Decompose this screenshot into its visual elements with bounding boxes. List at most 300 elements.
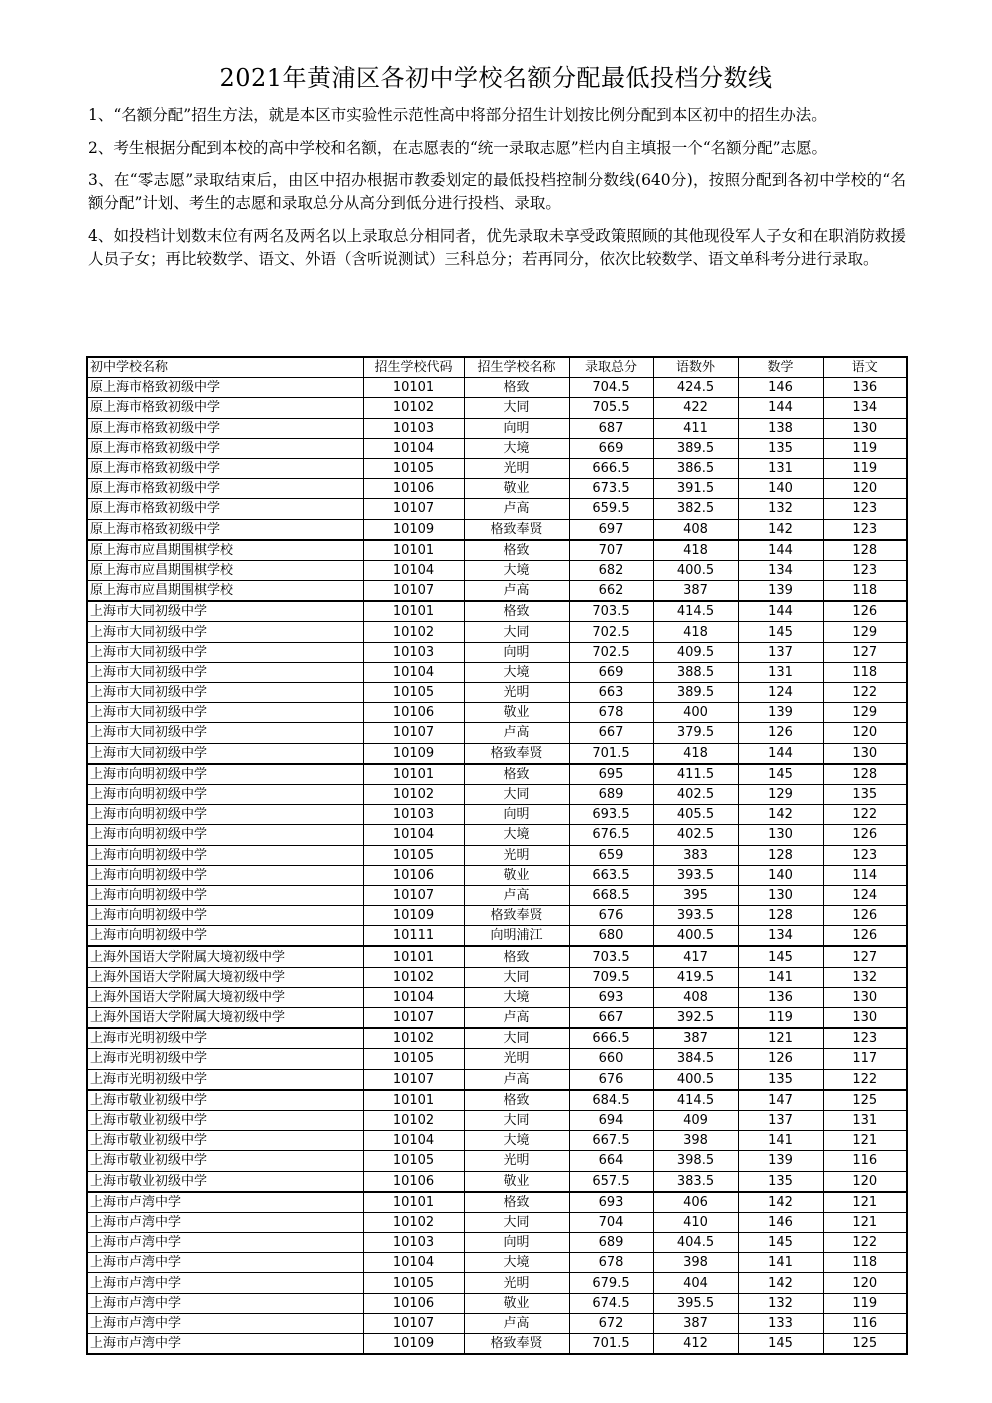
cell-school: 上海市向明初级中学	[87, 885, 363, 905]
cell-math: 126	[738, 1049, 823, 1069]
cell-total: 660	[569, 1049, 653, 1069]
cell-total: 663	[569, 683, 653, 703]
cell-chinese: 136	[823, 378, 907, 398]
cell-chinese: 130	[823, 987, 907, 1007]
cell-school: 上海外国语大学附属大境初级中学	[87, 967, 363, 987]
cell-three-subjects: 422	[653, 398, 738, 418]
cell-chinese: 126	[823, 906, 907, 926]
cell-chinese: 118	[823, 662, 907, 682]
cell-total: 709.5	[569, 967, 653, 987]
cell-chinese: 121	[823, 1192, 907, 1213]
cell-target-school: 格致	[464, 946, 569, 967]
cell-school: 上海市敬业初级中学	[87, 1110, 363, 1130]
cell-target-school: 格致	[464, 1090, 569, 1111]
cell-code: 10101	[363, 946, 464, 967]
cell-math: 137	[738, 642, 823, 662]
cell-target-school: 大同	[464, 1110, 569, 1130]
table-row	[87, 987, 907, 1007]
cell-total: 657.5	[569, 1171, 653, 1192]
cell-total: 693.5	[569, 805, 653, 825]
cell-total: 668.5	[569, 885, 653, 905]
cell-chinese: 119	[823, 1293, 907, 1313]
table-row	[87, 1049, 907, 1069]
cell-school: 原上海市应昌期围棋学校	[87, 581, 363, 602]
cell-code: 10102	[363, 398, 464, 418]
cell-chinese: 123	[823, 499, 907, 519]
cell-chinese: 134	[823, 398, 907, 418]
table-row	[87, 519, 907, 540]
cell-math: 134	[738, 560, 823, 580]
cell-three-subjects: 400.5	[653, 1069, 738, 1090]
cell-math: 121	[738, 1028, 823, 1049]
cell-three-subjects: 418	[653, 540, 738, 561]
cell-three-subjects: 411	[653, 418, 738, 438]
cell-target-school: 大同	[464, 1028, 569, 1049]
cell-three-subjects: 402.5	[653, 825, 738, 845]
cell-three-subjects: 408	[653, 987, 738, 1007]
cell-school: 上海市大同初级中学	[87, 683, 363, 703]
cell-code: 10107	[363, 885, 464, 905]
table-row	[87, 378, 907, 398]
cell-three-subjects: 414.5	[653, 601, 738, 622]
cell-math: 133	[738, 1313, 823, 1333]
cell-three-subjects: 386.5	[653, 458, 738, 478]
cell-school: 原上海市格致初级中学	[87, 458, 363, 478]
cell-math: 142	[738, 519, 823, 540]
cell-school: 原上海市格致初级中学	[87, 398, 363, 418]
cell-target-school: 大同	[464, 622, 569, 642]
table-row	[87, 438, 907, 458]
table-row	[87, 1192, 907, 1213]
cell-school: 上海市向明初级中学	[87, 764, 363, 785]
note-paragraph: 4、如投档计划数末位有两名及两名以上录取总分相同者，优先录取未享受政策照顾的其他现役军人子女和在职消防救援人员子女；再比较数学、语文、外语（含听说测试）三科总分；若再同分，依次比较数学、语文单科考分进行录取。	[88, 226, 906, 268]
table-row	[87, 1293, 907, 1313]
cell-chinese: 117	[823, 1049, 907, 1069]
table-header-row	[87, 357, 907, 378]
cell-school: 上海市向明初级中学	[87, 784, 363, 804]
cell-target-school: 敬业	[464, 1171, 569, 1192]
cell-code: 10105	[363, 845, 464, 865]
cell-three-subjects: 417	[653, 946, 738, 967]
cell-code: 10103	[363, 1233, 464, 1253]
cell-three-subjects: 404.5	[653, 1233, 738, 1253]
cell-total: 707	[569, 540, 653, 561]
cell-chinese: 121	[823, 1131, 907, 1151]
cell-target-school: 向明	[464, 418, 569, 438]
cell-code: 10105	[363, 458, 464, 478]
table-row	[87, 764, 907, 785]
cell-three-subjects: 398.5	[653, 1151, 738, 1171]
cell-chinese: 123	[823, 1028, 907, 1049]
cell-code: 10107	[363, 1008, 464, 1029]
cell-school: 上海外国语大学附属大境初级中学	[87, 1008, 363, 1029]
cell-three-subjects: 409	[653, 1110, 738, 1130]
cell-chinese: 118	[823, 581, 907, 602]
table-row	[87, 926, 907, 947]
cell-three-subjects: 406	[653, 1192, 738, 1213]
table-row	[87, 825, 907, 845]
cell-school: 上海市光明初级中学	[87, 1069, 363, 1090]
cell-chinese: 130	[823, 743, 907, 764]
table-row	[87, 540, 907, 561]
cell-total: 701.5	[569, 743, 653, 764]
cell-total: 672	[569, 1313, 653, 1333]
table-row	[87, 1090, 907, 1111]
cell-math: 144	[738, 398, 823, 418]
cell-chinese: 130	[823, 1008, 907, 1029]
cell-chinese: 127	[823, 946, 907, 967]
cell-code: 10102	[363, 1028, 464, 1049]
cell-total: 702.5	[569, 642, 653, 662]
cell-math: 129	[738, 784, 823, 804]
cell-code: 10104	[363, 987, 464, 1007]
cell-chinese: 126	[823, 825, 907, 845]
cell-chinese: 129	[823, 622, 907, 642]
cell-code: 10101	[363, 1192, 464, 1213]
column-header-math: 数学	[738, 357, 823, 378]
cell-total: 697	[569, 519, 653, 540]
cell-chinese: 123	[823, 560, 907, 580]
cell-code: 10103	[363, 418, 464, 438]
cell-code: 10105	[363, 1273, 464, 1293]
table-row	[87, 1069, 907, 1090]
cell-total: 704	[569, 1212, 653, 1232]
table-row	[87, 683, 907, 703]
cell-target-school: 大同	[464, 784, 569, 804]
cell-code: 10109	[363, 1334, 464, 1355]
column-header-school: 初中学校名称	[87, 357, 363, 378]
cell-chinese: 119	[823, 458, 907, 478]
cell-three-subjects: 418	[653, 743, 738, 764]
cell-code: 10106	[363, 703, 464, 723]
cell-code: 10107	[363, 723, 464, 743]
cell-code: 10101	[363, 540, 464, 561]
table-row	[87, 1233, 907, 1253]
cell-chinese: 122	[823, 805, 907, 825]
cell-three-subjects: 382.5	[653, 499, 738, 519]
cell-school: 上海市敬业初级中学	[87, 1151, 363, 1171]
table-row	[87, 581, 907, 602]
cell-code: 10101	[363, 378, 464, 398]
cell-target-school: 格致	[464, 601, 569, 622]
cell-target-school: 向明	[464, 1233, 569, 1253]
cell-three-subjects: 392.5	[653, 1008, 738, 1029]
cell-total: 693	[569, 987, 653, 1007]
cell-math: 142	[738, 1273, 823, 1293]
cell-target-school: 敬业	[464, 479, 569, 499]
table-row	[87, 499, 907, 519]
table-row	[87, 1008, 907, 1029]
cell-target-school: 大境	[464, 662, 569, 682]
cell-math: 132	[738, 499, 823, 519]
cell-code: 10106	[363, 1293, 464, 1313]
page-title: 2021年黄浦区各初中学校名额分配最低投档分数线	[219, 64, 773, 92]
cell-target-school: 光明	[464, 1049, 569, 1069]
table-row	[87, 1171, 907, 1192]
cell-chinese: 120	[823, 723, 907, 743]
cell-three-subjects: 393.5	[653, 906, 738, 926]
cell-three-subjects: 391.5	[653, 479, 738, 499]
table-row	[87, 865, 907, 885]
cell-total: 693	[569, 1192, 653, 1213]
cell-school: 上海市大同初级中学	[87, 601, 363, 622]
cell-chinese: 126	[823, 926, 907, 947]
cell-school: 原上海市格致初级中学	[87, 438, 363, 458]
cell-target-school: 大同	[464, 1212, 569, 1232]
cell-math: 134	[738, 926, 823, 947]
cell-three-subjects: 412	[653, 1334, 738, 1355]
cell-school: 上海市大同初级中学	[87, 743, 363, 764]
note-paragraph: 1、“名额分配”招生方法，就是本区市实验性示范性高中将部分招生计划按比例分配到本区初中的招生办法。	[88, 106, 827, 124]
table-row	[87, 1273, 907, 1293]
cell-chinese: 135	[823, 784, 907, 804]
cell-chinese: 116	[823, 1313, 907, 1333]
note-paragraph: 3、在“零志愿”录取结束后，由区中招办根据市教委划定的最低投档控制分数线(640分)，按照分配到各初中学校的“名额分配”计划、考生的志愿和录取总分从高分到低分进行投档、录取。	[88, 171, 906, 212]
table-row	[87, 703, 907, 723]
cell-total: 689	[569, 784, 653, 804]
cell-three-subjects: 395	[653, 885, 738, 905]
cell-three-subjects: 384.5	[653, 1049, 738, 1069]
table-row	[87, 1253, 907, 1273]
cell-three-subjects: 387	[653, 581, 738, 602]
cell-school: 原上海市格致初级中学	[87, 378, 363, 398]
cell-three-subjects: 404	[653, 1273, 738, 1293]
cell-three-subjects: 387	[653, 1028, 738, 1049]
cell-school: 上海市大同初级中学	[87, 723, 363, 743]
cell-math: 145	[738, 764, 823, 785]
cell-total: 676.5	[569, 825, 653, 845]
cell-total: 695	[569, 764, 653, 785]
cell-chinese: 122	[823, 683, 907, 703]
table-row	[87, 906, 907, 926]
cell-total: 659	[569, 845, 653, 865]
cell-school: 上海市卢湾中学	[87, 1273, 363, 1293]
cell-school: 上海市向明初级中学	[87, 845, 363, 865]
cell-total: 702.5	[569, 622, 653, 642]
cell-total: 701.5	[569, 1334, 653, 1355]
cell-code: 10102	[363, 1110, 464, 1130]
cell-total: 679.5	[569, 1273, 653, 1293]
cell-math: 139	[738, 1151, 823, 1171]
cell-code: 10101	[363, 601, 464, 622]
cell-math: 147	[738, 1090, 823, 1111]
cell-school: 原上海市格致初级中学	[87, 499, 363, 519]
cell-chinese: 126	[823, 601, 907, 622]
cell-total: 662	[569, 581, 653, 602]
cell-total: 687	[569, 418, 653, 438]
cell-chinese: 123	[823, 845, 907, 865]
cell-total: 703.5	[569, 601, 653, 622]
cell-math: 146	[738, 1212, 823, 1232]
cell-target-school: 敬业	[464, 865, 569, 885]
cell-total: 704.5	[569, 378, 653, 398]
cell-target-school: 大境	[464, 1253, 569, 1273]
cell-math: 128	[738, 906, 823, 926]
cell-three-subjects: 424.5	[653, 378, 738, 398]
cell-target-school: 格致奉贤	[464, 906, 569, 926]
cell-code: 10102	[363, 1212, 464, 1232]
cell-math: 132	[738, 1293, 823, 1313]
cell-code: 10107	[363, 499, 464, 519]
cell-math: 124	[738, 683, 823, 703]
notes-section	[88, 104, 906, 280]
cell-math: 137	[738, 1110, 823, 1130]
cell-three-subjects: 400.5	[653, 926, 738, 947]
cell-total: 669	[569, 662, 653, 682]
cell-chinese: 124	[823, 885, 907, 905]
cell-math: 141	[738, 967, 823, 987]
cell-math: 139	[738, 581, 823, 602]
cell-target-school: 格致	[464, 540, 569, 561]
cell-target-school: 卢高	[464, 499, 569, 519]
cell-target-school: 卢高	[464, 1313, 569, 1333]
cell-chinese: 122	[823, 1233, 907, 1253]
cell-three-subjects: 379.5	[653, 723, 738, 743]
cell-code: 10104	[363, 438, 464, 458]
cell-target-school: 格致奉贤	[464, 1334, 569, 1355]
cell-total: 684.5	[569, 1090, 653, 1111]
cell-three-subjects: 398	[653, 1131, 738, 1151]
cell-chinese: 130	[823, 418, 907, 438]
cell-math: 119	[738, 1008, 823, 1029]
cell-target-school: 大境	[464, 1131, 569, 1151]
cell-school: 上海市大同初级中学	[87, 703, 363, 723]
cell-three-subjects: 402.5	[653, 784, 738, 804]
column-header-target-school: 招生学校名称	[464, 357, 569, 378]
table-row	[87, 458, 907, 478]
cell-code: 10105	[363, 683, 464, 703]
cell-code: 10107	[363, 1069, 464, 1090]
cell-chinese: 125	[823, 1334, 907, 1355]
cell-target-school: 向明	[464, 805, 569, 825]
cell-code: 10101	[363, 764, 464, 785]
table-body	[87, 378, 907, 1355]
cell-three-subjects: 411.5	[653, 764, 738, 785]
cell-school: 原上海市应昌期围棋学校	[87, 560, 363, 580]
cell-target-school: 光明	[464, 458, 569, 478]
cell-code: 10102	[363, 622, 464, 642]
table-row	[87, 845, 907, 865]
cell-school: 上海市卢湾中学	[87, 1253, 363, 1273]
cell-three-subjects: 419.5	[653, 967, 738, 987]
cell-code: 10105	[363, 1049, 464, 1069]
cell-math: 135	[738, 438, 823, 458]
cell-school: 上海市敬业初级中学	[87, 1090, 363, 1111]
cell-target-school: 向明	[464, 642, 569, 662]
cell-school: 上海市向明初级中学	[87, 926, 363, 947]
cell-code: 10106	[363, 479, 464, 499]
cell-total: 680	[569, 926, 653, 947]
table-row	[87, 1131, 907, 1151]
table-row	[87, 418, 907, 438]
cell-code: 10106	[363, 1171, 464, 1192]
table-row	[87, 642, 907, 662]
cell-target-school: 格致奉贤	[464, 519, 569, 540]
cell-total: 667	[569, 1008, 653, 1029]
cell-target-school: 光明	[464, 1273, 569, 1293]
cell-three-subjects: 400	[653, 703, 738, 723]
table-row	[87, 885, 907, 905]
cell-chinese: 129	[823, 703, 907, 723]
cell-math: 138	[738, 418, 823, 438]
cell-school: 上海市向明初级中学	[87, 865, 363, 885]
cell-chinese: 132	[823, 967, 907, 987]
cell-code: 10111	[363, 926, 464, 947]
cell-total: 666.5	[569, 1028, 653, 1049]
cell-school: 上海市光明初级中学	[87, 1028, 363, 1049]
table-row	[87, 1110, 907, 1130]
cell-total: 678	[569, 703, 653, 723]
cell-math: 141	[738, 1131, 823, 1151]
cell-school: 上海市大同初级中学	[87, 622, 363, 642]
cell-target-school: 光明	[464, 845, 569, 865]
table-row	[87, 398, 907, 418]
cell-code: 10103	[363, 805, 464, 825]
column-header-chinese: 语文	[823, 357, 907, 378]
cell-chinese: 128	[823, 764, 907, 785]
cell-target-school: 敬业	[464, 1293, 569, 1313]
cell-chinese: 131	[823, 1110, 907, 1130]
cell-school: 上海市卢湾中学	[87, 1313, 363, 1333]
cell-math: 141	[738, 1253, 823, 1273]
table-row	[87, 662, 907, 682]
cell-target-school: 光明	[464, 683, 569, 703]
cell-math: 142	[738, 805, 823, 825]
cell-code: 10104	[363, 825, 464, 845]
cell-chinese: 118	[823, 1253, 907, 1273]
cell-total: 663.5	[569, 865, 653, 885]
cell-three-subjects: 387	[653, 1313, 738, 1333]
cell-chinese: 116	[823, 1151, 907, 1171]
cell-math: 130	[738, 885, 823, 905]
cell-code: 10102	[363, 967, 464, 987]
cell-total: 705.5	[569, 398, 653, 418]
cell-school: 上海市大同初级中学	[87, 642, 363, 662]
cell-target-school: 大境	[464, 438, 569, 458]
cell-school: 上海市卢湾中学	[87, 1334, 363, 1355]
cell-school: 上海市卢湾中学	[87, 1192, 363, 1213]
cell-chinese: 127	[823, 642, 907, 662]
cell-math: 128	[738, 845, 823, 865]
column-header-total: 录取总分	[569, 357, 653, 378]
cell-math: 145	[738, 1334, 823, 1355]
column-header-three-subjects: 语数外	[653, 357, 738, 378]
cell-total: 659.5	[569, 499, 653, 519]
cell-target-school: 格致	[464, 378, 569, 398]
table-row	[87, 805, 907, 825]
cell-total: 667.5	[569, 1131, 653, 1151]
cell-math: 130	[738, 825, 823, 845]
table-row	[87, 1028, 907, 1049]
cell-target-school: 卢高	[464, 723, 569, 743]
table-row	[87, 946, 907, 967]
cell-chinese: 114	[823, 865, 907, 885]
cell-three-subjects: 418	[653, 622, 738, 642]
cell-total: 667	[569, 723, 653, 743]
cell-math: 140	[738, 865, 823, 885]
cell-math: 131	[738, 662, 823, 682]
cell-three-subjects: 395.5	[653, 1293, 738, 1313]
cell-target-school: 大同	[464, 967, 569, 987]
cell-math: 145	[738, 946, 823, 967]
score-table	[86, 356, 908, 1355]
cell-math: 140	[738, 479, 823, 499]
cell-math: 144	[738, 540, 823, 561]
cell-code: 10107	[363, 1313, 464, 1333]
table-row	[87, 560, 907, 580]
cell-school: 上海市向明初级中学	[87, 805, 363, 825]
cell-three-subjects: 388.5	[653, 662, 738, 682]
